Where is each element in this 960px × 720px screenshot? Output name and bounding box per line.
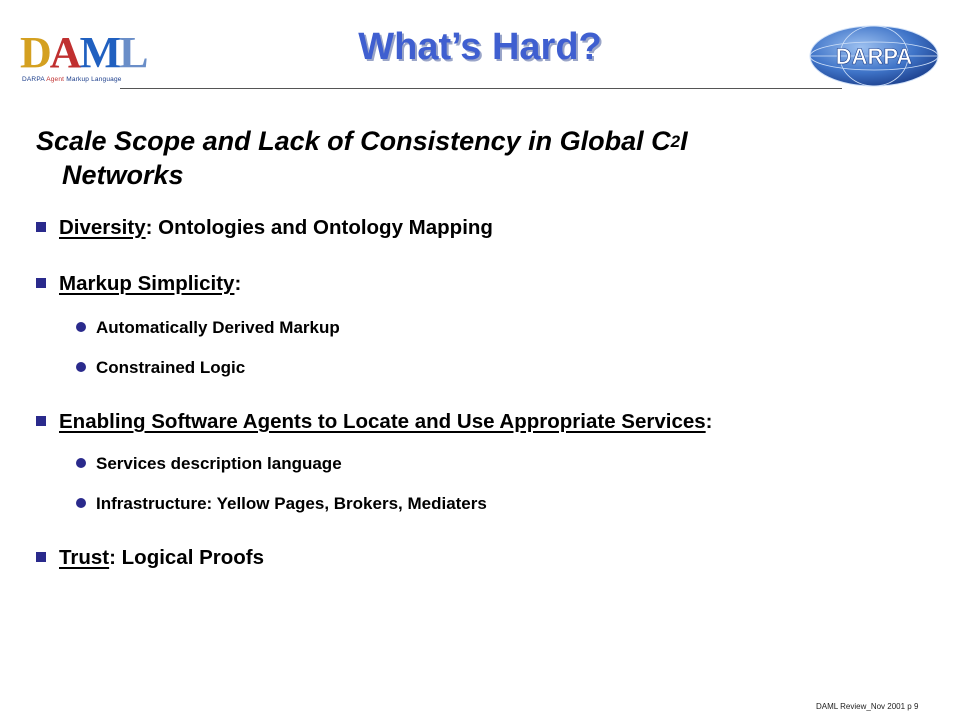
slide-footer: DAML Review_Nov 2001 p 9 [816, 702, 919, 711]
sub-bullet-item [76, 358, 245, 378]
heading-line1-pre: Scale Scope and Lack of Consistency in Global C [36, 126, 671, 156]
bullet-term: Markup Simplicity [59, 272, 235, 295]
darpa-logo [808, 24, 940, 88]
sub-bullet-item [76, 318, 340, 338]
heading-line2: Networks [62, 160, 184, 190]
slide-heading [36, 126, 916, 191]
square-bullet-icon [36, 416, 46, 426]
round-bullet-icon [76, 458, 86, 468]
bullet-term: Trust [59, 546, 110, 569]
slide-title: What’s Hard? [358, 26, 602, 68]
sub-bullet-item [76, 494, 487, 514]
sub-bullet-item [76, 454, 342, 474]
square-bullet-icon [36, 222, 46, 232]
sub-bullet-text: Automatically Derived Markup [96, 318, 340, 337]
heading-superscript: 2 [670, 132, 681, 151]
bullet-enabling-agents [36, 410, 712, 434]
bullet-diversity [36, 216, 493, 240]
bullet-markup-simplicity [36, 272, 241, 296]
daml-logo-letter-d: D [20, 28, 50, 77]
round-bullet-icon [76, 322, 86, 332]
square-bullet-icon [36, 552, 46, 562]
bullet-term: Diversity [59, 216, 146, 239]
darpa-globe-icon [808, 24, 940, 88]
square-bullet-icon [36, 278, 46, 288]
bullet-trust [36, 546, 264, 570]
round-bullet-icon [76, 498, 86, 508]
bullet-text: : Ontologies and Ontology Mapping [145, 216, 493, 239]
heading-line1-post: I [680, 126, 688, 156]
daml-logo-letter-l: L [119, 28, 147, 77]
round-bullet-icon [76, 362, 86, 372]
darpa-logo-text: DARPA [835, 44, 913, 69]
sub-bullet-text: Infrastructure: Yellow Pages, Brokers, Mediaters [96, 494, 487, 513]
sub-bullet-text: Constrained Logic [96, 358, 246, 377]
title-divider [120, 88, 842, 89]
daml-logo-letter-a: A [49, 28, 80, 77]
sub-bullet-text: Services description language [96, 454, 342, 473]
bullet-text: : [705, 410, 713, 433]
daml-logo-tagline [22, 76, 122, 83]
daml-logo-letter-m: M [79, 28, 120, 77]
bullet-term: Enabling Software Agents to Locate and Use Appropriate Services [59, 410, 706, 433]
bullet-text: : [234, 272, 242, 295]
daml-tagline-agent: Agent [46, 76, 65, 83]
daml-tagline-pre: DARPA [22, 76, 47, 83]
bullet-text: : Logical Proofs [109, 546, 265, 569]
daml-tagline-post: Markup Language [64, 76, 122, 83]
